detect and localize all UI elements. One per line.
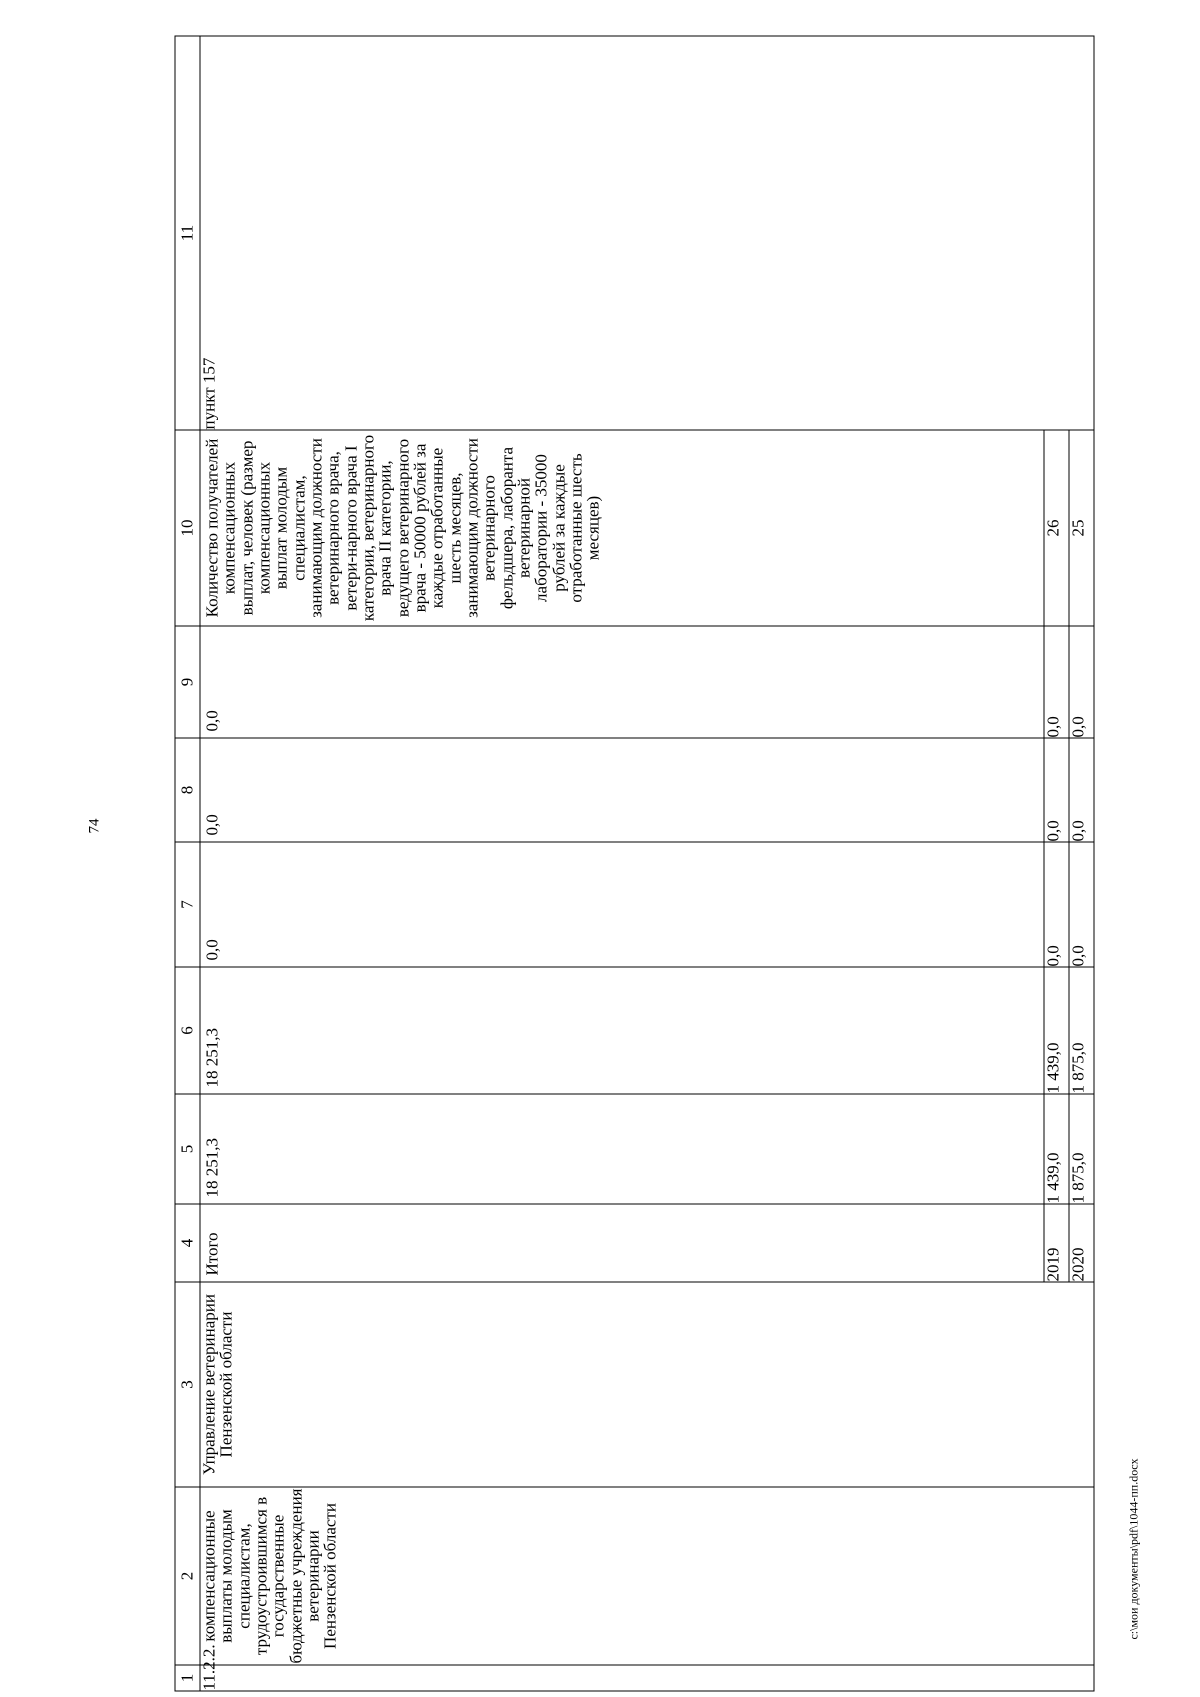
executor: Управление ветеринарии Пензенской области	[200, 1282, 1094, 1487]
total-col5: 18 251,3	[202, 1138, 221, 1198]
row-number: 11.2.2.	[200, 1665, 1094, 1691]
col6-2020: 1 875,0	[1069, 968, 1094, 1094]
total-col9: 0,0	[202, 710, 221, 732]
header-cell: 5	[175, 1094, 200, 1204]
program-link: пункт 157	[200, 36, 1094, 430]
measure-name: компенсационные выплаты молодым специалистам, трудоустроившимся в государственные бюджетные учреждения ветеринарии Пензенской области	[200, 1487, 1094, 1665]
total-col8: 0,0	[202, 814, 221, 836]
header-cell: 7	[175, 842, 200, 967]
col9-cell	[200, 626, 1094, 738]
period-cell	[200, 1204, 1094, 1282]
header-cell: 6	[175, 967, 200, 1094]
col8-2019: 0,0	[1044, 739, 1069, 842]
indicator-2020: 25	[1068, 431, 1093, 626]
landscape-page	[174, 37, 1094, 1692]
total-label: Итого	[202, 1232, 221, 1276]
header-cell: 11	[175, 36, 200, 430]
col5-2020: 1 875,0	[1069, 1095, 1094, 1204]
col9-2020: 0,0	[1069, 627, 1094, 738]
col7-2020: 0,0	[1069, 843, 1094, 967]
year-2019: 2019	[1044, 1205, 1069, 1282]
table-row	[200, 36, 1094, 1691]
total-col6: 18 251,3	[202, 1028, 221, 1088]
header-row	[175, 36, 200, 1691]
indicator-2019: 26	[1043, 431, 1068, 626]
header-cell: 10	[175, 430, 200, 626]
col7-cell	[200, 842, 1094, 967]
header-cell: 8	[175, 738, 200, 842]
col8-2020: 0,0	[1069, 739, 1094, 842]
header-cell: 9	[175, 626, 200, 738]
col5-cell	[200, 1094, 1094, 1204]
col6-2019: 1 439,0	[1044, 968, 1069, 1094]
year-2020: 2020	[1069, 1205, 1094, 1282]
col8-cell	[200, 738, 1094, 842]
indicator-cell	[200, 430, 1094, 626]
footer-file-path: c:\мои документы\pdf\1044-пп.docx	[1126, 1458, 1141, 1640]
col7-2019: 0,0	[1044, 843, 1069, 967]
indicator-text: Количество получателей компенсационных выплат, человек (размер компенсационных выплат молодым специалистам, занимающим должности ветеринарного врача, ветери-нарного врача I категории, ветеринарного врача II категории, ведущего ветеринарного врача - 50000 рублей за каждые отработанные шесть месяцев, занимающим должности ветеринарного фельдшера, лаборанта ветеринарной лаборатории - 35000 рублей за каждые отработанные шесть месяцев)	[202, 434, 603, 622]
col9-2019: 0,0	[1044, 627, 1069, 738]
col6-cell	[200, 967, 1094, 1094]
header-cell: 1	[175, 1665, 200, 1691]
header-cell: 3	[175, 1282, 200, 1487]
total-col7: 0,0	[202, 939, 221, 961]
page-number: 74	[86, 818, 103, 834]
program-table	[174, 36, 1094, 1692]
header-cell: 4	[175, 1204, 200, 1282]
header-cell: 2	[175, 1487, 200, 1665]
col5-2019: 1 439,0	[1044, 1095, 1069, 1204]
